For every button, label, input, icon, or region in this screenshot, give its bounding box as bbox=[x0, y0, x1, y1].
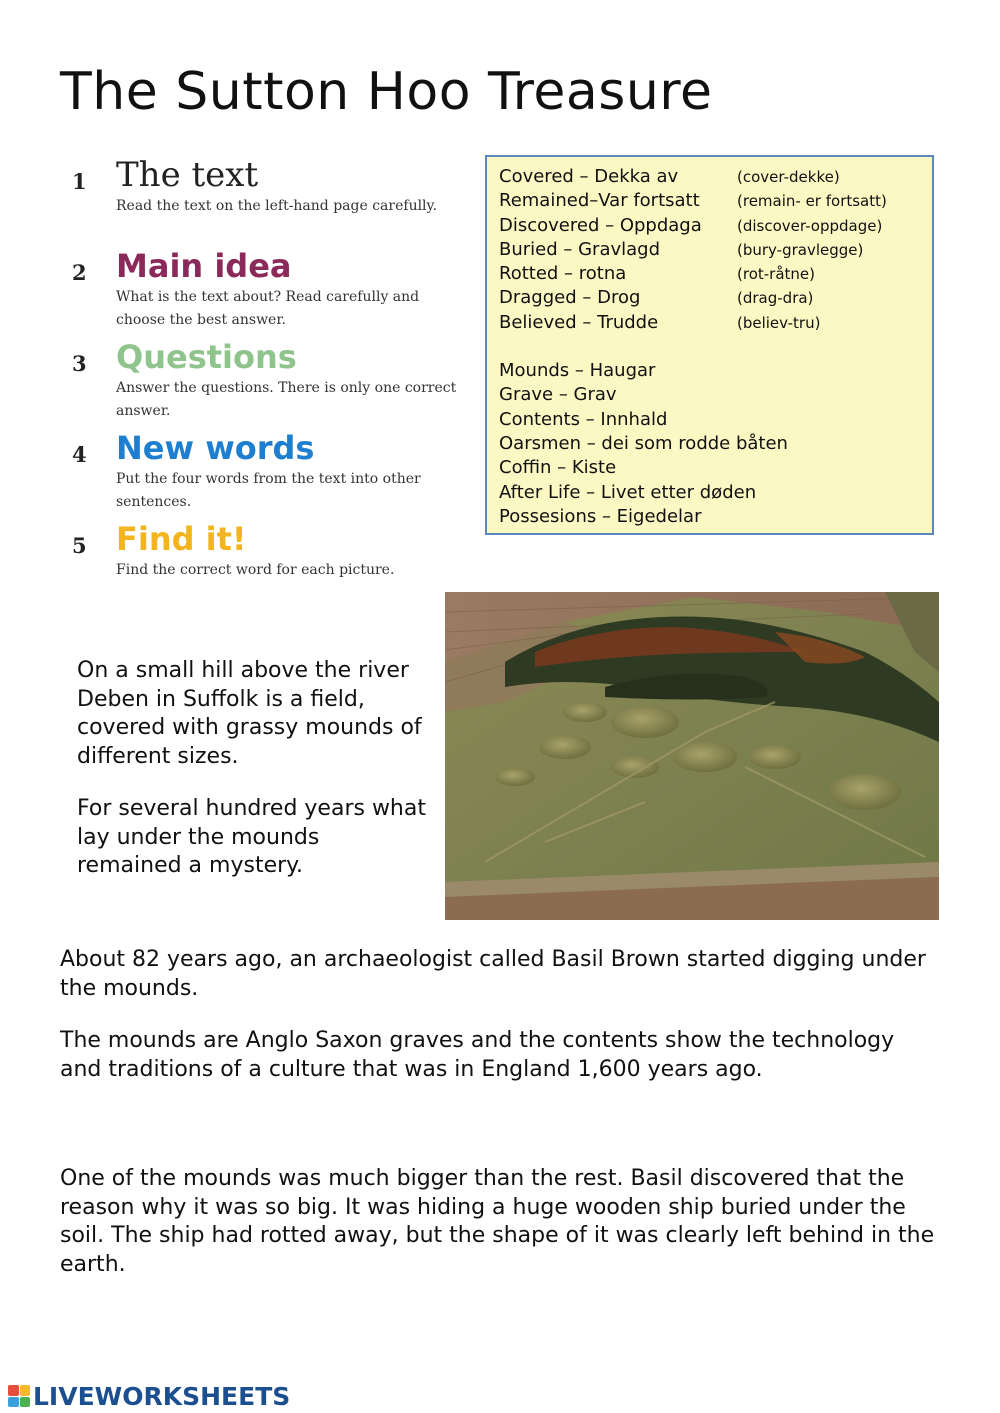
step-number: 1 bbox=[72, 169, 87, 194]
vocab-term: Oarsmen – dei som rodde båten bbox=[499, 432, 788, 454]
step-heading: Questions bbox=[116, 338, 297, 376]
step-number: 4 bbox=[72, 442, 87, 467]
vocab-term: Remained–Var fortsatt bbox=[499, 190, 700, 212]
page-title: The Sutton Hoo Treasure bbox=[60, 62, 713, 122]
vocab-term: Possesions – Eigedelar bbox=[499, 505, 702, 527]
vocab-row bbox=[499, 408, 920, 432]
vocab-term: Coffin – Kiste bbox=[499, 457, 617, 479]
vocabulary-box bbox=[485, 155, 934, 535]
vocab-row bbox=[499, 432, 920, 456]
vocab-hint: (discover-oppdage) bbox=[737, 216, 883, 235]
vocab-row bbox=[499, 262, 920, 286]
vocab-term: Buried – Gravlagd bbox=[499, 238, 661, 260]
step-heading: Main idea bbox=[116, 247, 292, 285]
step-5 bbox=[70, 519, 470, 610]
vocab-row bbox=[499, 383, 920, 407]
vocab-hint: (bury-gravlegge) bbox=[737, 240, 864, 259]
step-number: 3 bbox=[72, 351, 87, 376]
vocab-term: Covered – Dekka av bbox=[499, 166, 679, 187]
step-number: 2 bbox=[72, 260, 87, 285]
vocab-hint: (drag-dra) bbox=[737, 289, 814, 308]
aerial-photo-mounds bbox=[445, 592, 939, 920]
vocab-term: Dragged – Drog bbox=[499, 287, 641, 309]
vocab-hint: (remain- er fortsatt) bbox=[737, 192, 887, 211]
step-heading: New words bbox=[116, 429, 315, 467]
step-description: Find the correct word for each picture. bbox=[116, 562, 395, 578]
step-description: What is the text about? Read carefully and choose the best answer. bbox=[116, 289, 420, 328]
step-3 bbox=[70, 337, 470, 428]
vocab-row bbox=[499, 238, 920, 262]
vocab-row bbox=[499, 311, 920, 335]
vocab-hint: (rot-råtne) bbox=[737, 265, 815, 284]
paragraph-hill: On a small hill above the river Deben in Suffolk is a field, covered with grassy mounds of different sizes. bbox=[77, 658, 422, 769]
vocab-row bbox=[499, 456, 920, 480]
task-steps bbox=[70, 155, 470, 610]
step-4 bbox=[70, 428, 470, 519]
aerial-landscape-illustration bbox=[445, 592, 939, 920]
paragraph-ship: One of the mounds was much bigger than the rest. Basil discovered that the reason why it was so big. It was hiding a huge wooden ship buried under the soil. The ship had rotted away, but the shape of it was clearly left behind in the earth. bbox=[60, 1166, 935, 1277]
vocab-hint: (believ-tru) bbox=[737, 313, 821, 332]
vocab-term: Believed – Trudde bbox=[499, 311, 659, 333]
vocab-row bbox=[499, 286, 920, 310]
step-number: 5 bbox=[72, 533, 87, 558]
paragraph-basil-brown: About 82 years ago, an archaeologist called Basil Brown started digging under the mounds. bbox=[60, 947, 926, 1001]
vocab-row bbox=[499, 165, 920, 189]
step-heading: The text bbox=[116, 155, 259, 195]
step-2 bbox=[70, 246, 470, 337]
vocab-row bbox=[499, 189, 920, 213]
paragraph-mystery: For several hundred years what lay under the mounds remained a mystery. bbox=[77, 796, 426, 878]
vocab-row bbox=[499, 359, 920, 383]
vocab-term: Discovered – Oppdaga bbox=[499, 214, 702, 236]
liveworksheets-logo-icon bbox=[8, 1385, 30, 1407]
step-description: Read the text on the left-hand page carefully. bbox=[116, 198, 438, 214]
step-description: Put the four words from the text into other sentences. bbox=[116, 471, 421, 510]
vocab-row bbox=[499, 481, 920, 505]
step-1 bbox=[70, 155, 470, 246]
vocab-row bbox=[499, 505, 920, 529]
vocab-hint: (cover-dekke) bbox=[737, 168, 840, 186]
step-heading: Find it! bbox=[116, 520, 247, 558]
step-description: Answer the questions. There is only one correct answer. bbox=[116, 380, 457, 419]
footer-brand-text: LIVEWORKSHEETS bbox=[33, 1381, 291, 1411]
vocab-term: After Life – Livet etter døden bbox=[499, 481, 757, 503]
paragraph-anglo-saxon: The mounds are Anglo Saxon graves and the contents show the technology and traditions of a culture that was in England 1,600 years ago. bbox=[60, 1028, 895, 1082]
vocab-spacer bbox=[499, 335, 920, 359]
vocab-term: Mounds – Haugar bbox=[499, 360, 656, 382]
vocab-term: Rotted – rotna bbox=[499, 263, 627, 285]
vocab-term: Contents – Innhald bbox=[499, 408, 668, 430]
vocab-row bbox=[499, 214, 920, 238]
footer-brand bbox=[8, 1381, 290, 1411]
vocab-term: Grave – Grav bbox=[499, 384, 617, 406]
